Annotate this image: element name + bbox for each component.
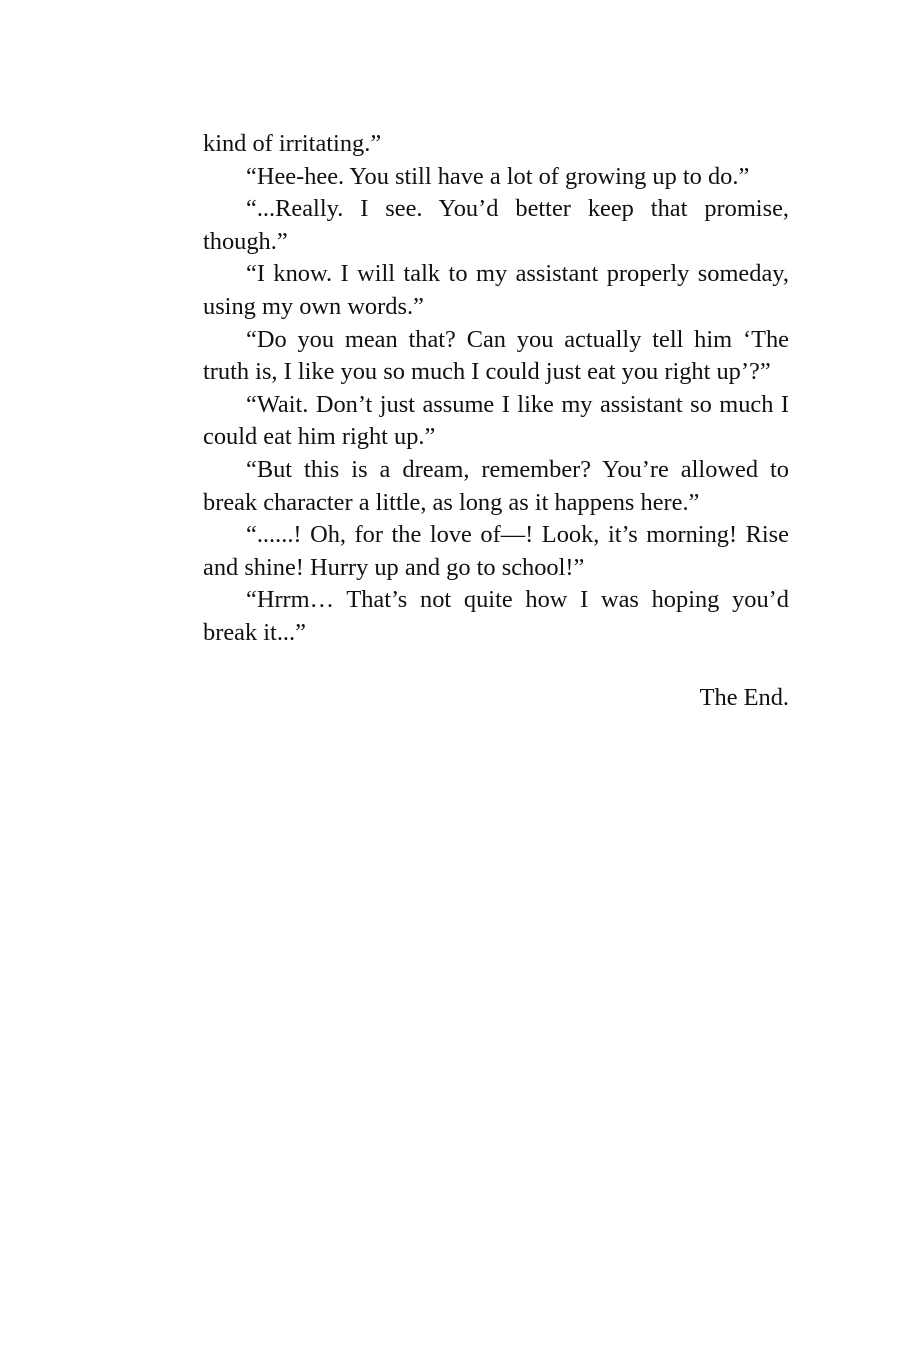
paragraph-dialogue: “I know. I will talk to my assistant properly someday, using my own words.” (203, 260, 789, 320)
paragraph-dialogue: “Hrrm… That’s not quite how I was hoping you’d break it...” (203, 586, 789, 646)
paragraph-dialogue: “Do you mean that? Can you actually tell him ‘The truth is, I like you so much I could just eat you right up’?” (203, 325, 789, 386)
paragraph-dialogue: “But this is a dream, remember? You’re allowed to break character a little, as long as it happens here.” (203, 455, 789, 516)
story-text (203, 128, 789, 715)
paragraph-dialogue: “...Really. I see. You’d better keep that promise, though.” (203, 195, 789, 255)
paragraph-dialogue: “Wait. Don’t just assume I like my assistant so much I could eat him right up.” (203, 390, 789, 451)
the-end-label: The End. (699, 684, 789, 712)
paragraph-continuation: kind of irritating.” (203, 130, 382, 157)
paragraph-dialogue: “......! Oh, for the love of—! Look, it’s morning! Rise and shine! Hurry up and go to school!” (203, 521, 789, 581)
paragraph-dialogue: “Hee-hee. You still have a lot of growing up to do.” (246, 162, 750, 190)
